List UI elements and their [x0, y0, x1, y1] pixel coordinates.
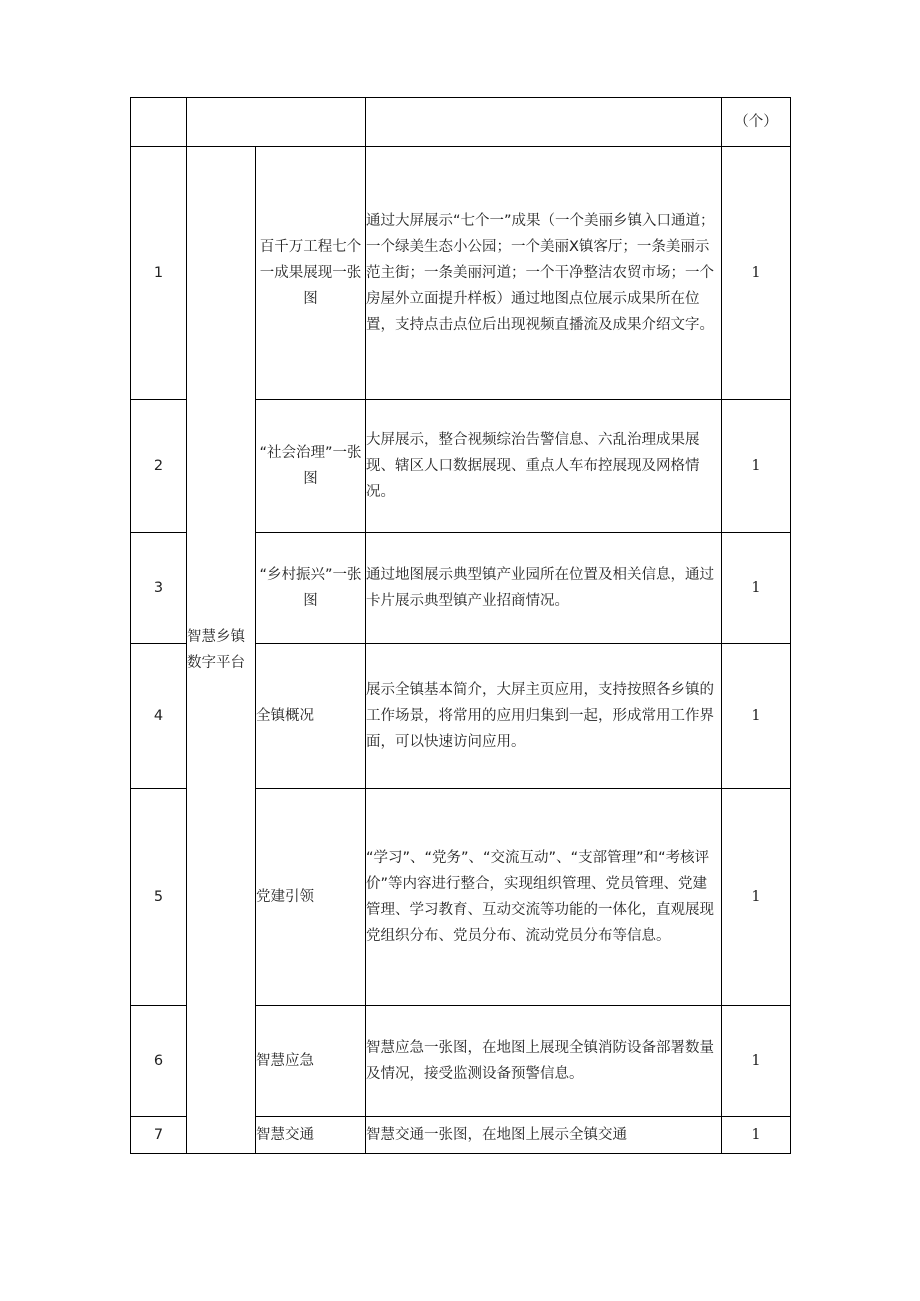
item-description: 通过大屏展示“七个一”成果（一个美丽乡镇入口通道；一个绿美生态小公园；一个美丽X镇客厅；一条美丽示范主街；一条美丽河道；一个干净整洁农贸市场；一个房屋外立面提升样板）通过地图点位展示成果所在位置，支持点击点位后出现视频直播流及成果介绍文字。 [366, 147, 722, 400]
table-row [131, 147, 791, 400]
item-description: 大屏展示，整合视频综治告警信息、六乱治理成果展现、辖区人口数据展现、重点人车布控展现及网格情况。 [366, 400, 722, 533]
item-name: 党建引领 [256, 789, 366, 1006]
item-quantity: 1 [722, 533, 791, 644]
row-number: 2 [131, 400, 187, 533]
header-desc [366, 98, 722, 147]
item-description: 通过地图展示典型镇产业园所在位置及相关信息，通过卡片展示典型镇产业招商情况。 [366, 533, 722, 644]
item-quantity: 1 [722, 644, 791, 789]
item-name: 百千万工程七个一成果展现一张图 [256, 147, 366, 400]
item-description: 智慧应急一张图，在地图上展现全镇消防设备部署数量及情况，接受监测设备预警信息。 [366, 1006, 722, 1117]
item-description: 展示全镇基本简介，大屏主页应用，支持按照各乡镇的工作场景，将常用的应用归集到一起，形成常用工作界面，可以快速访问应用。 [366, 644, 722, 789]
item-name: 智慧应急 [256, 1006, 366, 1117]
item-name: 全镇概况 [256, 644, 366, 789]
row-number: 5 [131, 789, 187, 1006]
item-name: 智慧交通 [256, 1117, 366, 1154]
item-description: 智慧交通一张图，在地图上展示全镇交通 [366, 1117, 722, 1154]
header-unit: （个） [722, 98, 791, 147]
item-description: “学习”、“党务”、“交流互动”、“支部管理”和“考核评价”等内容进行整合，实现组织管理、党员管理、党建管理、学习教育、互动交流等功能的一体化，直观展现党组织分布、党员分布、流动党员分布等信息。 [366, 789, 722, 1006]
item-quantity: 1 [722, 1117, 791, 1154]
item-quantity: 1 [722, 400, 791, 533]
row-number: 3 [131, 533, 187, 644]
row-number: 1 [131, 147, 187, 400]
spec-table [130, 97, 791, 1154]
row-number: 7 [131, 1117, 187, 1154]
row-number: 6 [131, 1006, 187, 1117]
item-quantity: 1 [722, 147, 791, 400]
item-quantity: 1 [722, 1006, 791, 1117]
category-cell: 智慧乡镇数字平台 [187, 147, 256, 1154]
table-header-row [131, 98, 791, 147]
header-category [187, 98, 366, 147]
header-no [131, 98, 187, 147]
item-name: “社会治理”一张图 [256, 400, 366, 533]
row-number: 4 [131, 644, 187, 789]
item-name: “乡村振兴”一张图 [256, 533, 366, 644]
item-quantity: 1 [722, 789, 791, 1006]
